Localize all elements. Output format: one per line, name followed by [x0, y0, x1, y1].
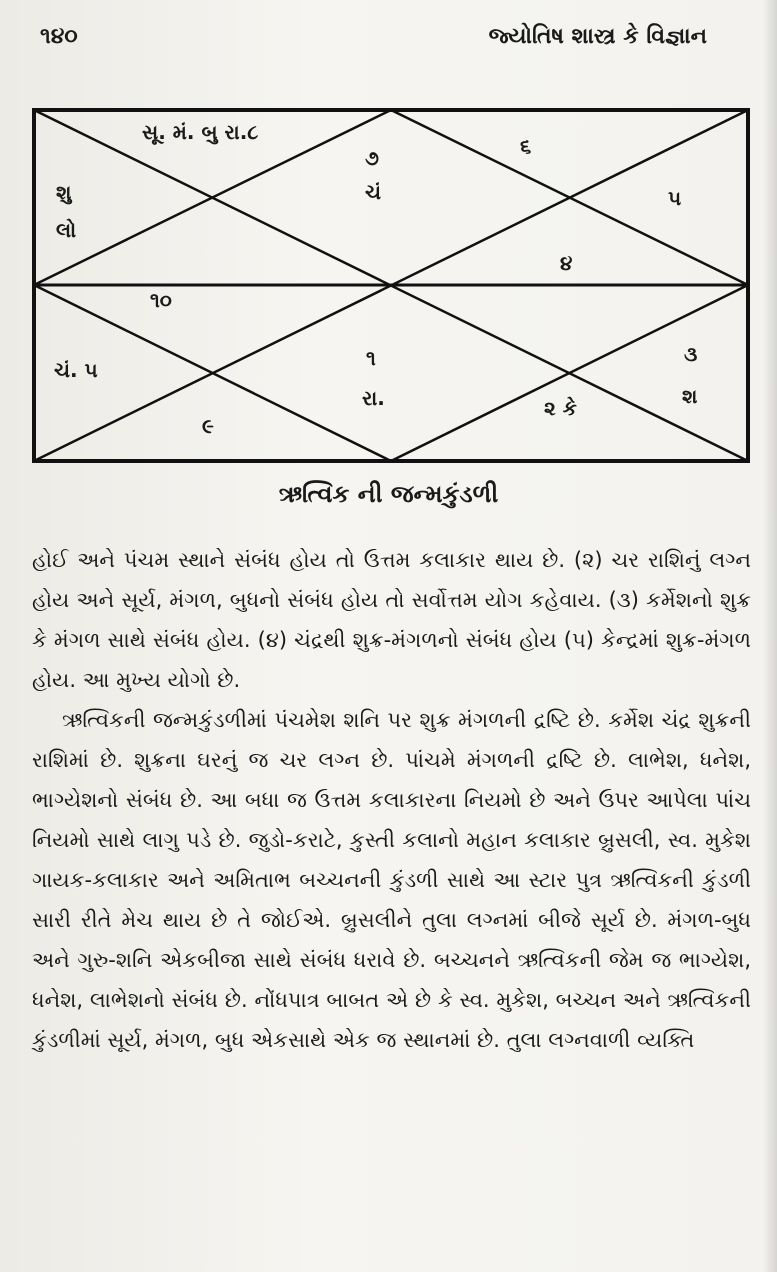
running-title: જ્યોતિષ શાસ્ત્ર કે વિજ્ઞાન — [488, 24, 707, 49]
cell-house-7: ૭ — [365, 146, 379, 170]
kundali-grid — [32, 108, 750, 463]
paragraph-1: હોઈ અને પંચમ સ્થાને સંબંધ હોય તો ઉત્તમ કલાકાર થાય છે. (૨) ચર રાશિનું લગ્ન હોય અને સૂર્ય, મંગળ, બુધનો સંબંધ હોય તો સર્વોત્તમ યોગ કહેવાય. (૩) કર્મેશનો શુક્ર કે મંગળ સાથે સંબંધ હોય. (૪) ચંદ્રથી શુક્ર-મંગળનો સંબંધ હોય (૫) કેન્દ્રમાં શુક્ર-મંગળ હોય. આ મુખ્ય યોગો છે. — [32, 548, 751, 692]
cell-house-5: ૫ — [668, 186, 682, 210]
cell-house-9: ૯ — [202, 414, 214, 438]
cell-house-6: ૬ — [520, 134, 532, 158]
cell-house-10: ૧૦ — [150, 288, 172, 312]
cell-planet-saturn: શ — [682, 384, 698, 408]
cell-planet-lo: લો — [56, 218, 77, 242]
cell-house-3: ૩ — [684, 342, 698, 366]
cell-house-1: ૧ — [366, 346, 376, 370]
page-header — [40, 18, 707, 58]
cell-planet-venus: શુ — [56, 180, 72, 204]
cell-house-4: ૪ — [560, 251, 573, 275]
page-edge-shadow — [763, 0, 777, 1272]
chart-caption: ઋત્વિક ની જન્મકુંડળી — [278, 480, 499, 508]
kundali-chart — [32, 108, 750, 463]
cell-bottom-right-planets: ૨ કે — [544, 396, 577, 420]
body-text — [32, 540, 751, 1060]
cell-left-lower-planets: ચં. ૫ — [54, 358, 98, 382]
paragraph-2: ઋત્વિકની જન્મકુંડળીમાં પંચમેશ શનિ પર શુક્ર મંગળની દ્રષ્ટિ છે. કર્મેશ ચંદ્ર શુક્રની રાશિમાં છે. શુક્રના ઘરનું જ ચર લગ્ન છે. પાંચમે મંગળની દ્રષ્ટિ છે. લાભેશ, ધનેશ, ભાગ્યેશનો સંબંધ છે. આ બધા જ ઉત્તમ કલાકારના નિયમો છે અને ઉપર આપેલા પાંચ નિયમો સાથે લાગુ પડે છે. જુડો-કરાટે, કુસ્તી કલાનો મહાન કલાકાર બ્રુસલી, સ્વ. મુકેશ ગાયક-કલાકાર અને અમિતાભ બચ્ચનની કુંડળી સાથે આ સ્ટાર પુત્ર ઋત્વિકની કુંડળી સારી રીતે મેચ થાય છે તે જોઈએ. બ્રુસલીને તુલા લગ્નમાં બીજે સૂર્ય છે. મંગળ-બુધ અને ગુરુ-શનિ એકબીજા સાથે સંબંધ ધરાવે છે. બચ્ચનને ઋત્વિકની જેમ જ ભાગ્યેશ, ધનેશ, લાભેશનો સંબંધ છે. નોંધપાત્ર બાબત એ છે કે સ્વ. મુકેશ, બચ્ચન અને ઋત્વિકની કુંડળીમાં સૂર્ય, મંગળ, બુધ એકસાથે એક જ સ્થાનમાં છે. તુલા લગ્નવાળી વ્યક્તિ — [32, 708, 751, 1052]
page-number: ૧૪૦ — [40, 24, 78, 49]
cell-planet-moon-top: ચં — [365, 180, 381, 204]
cell-planet-rahu: રા. — [362, 386, 385, 410]
cell-top-left-planets: સૂ. મં. બુ રા.૮ — [142, 120, 259, 144]
